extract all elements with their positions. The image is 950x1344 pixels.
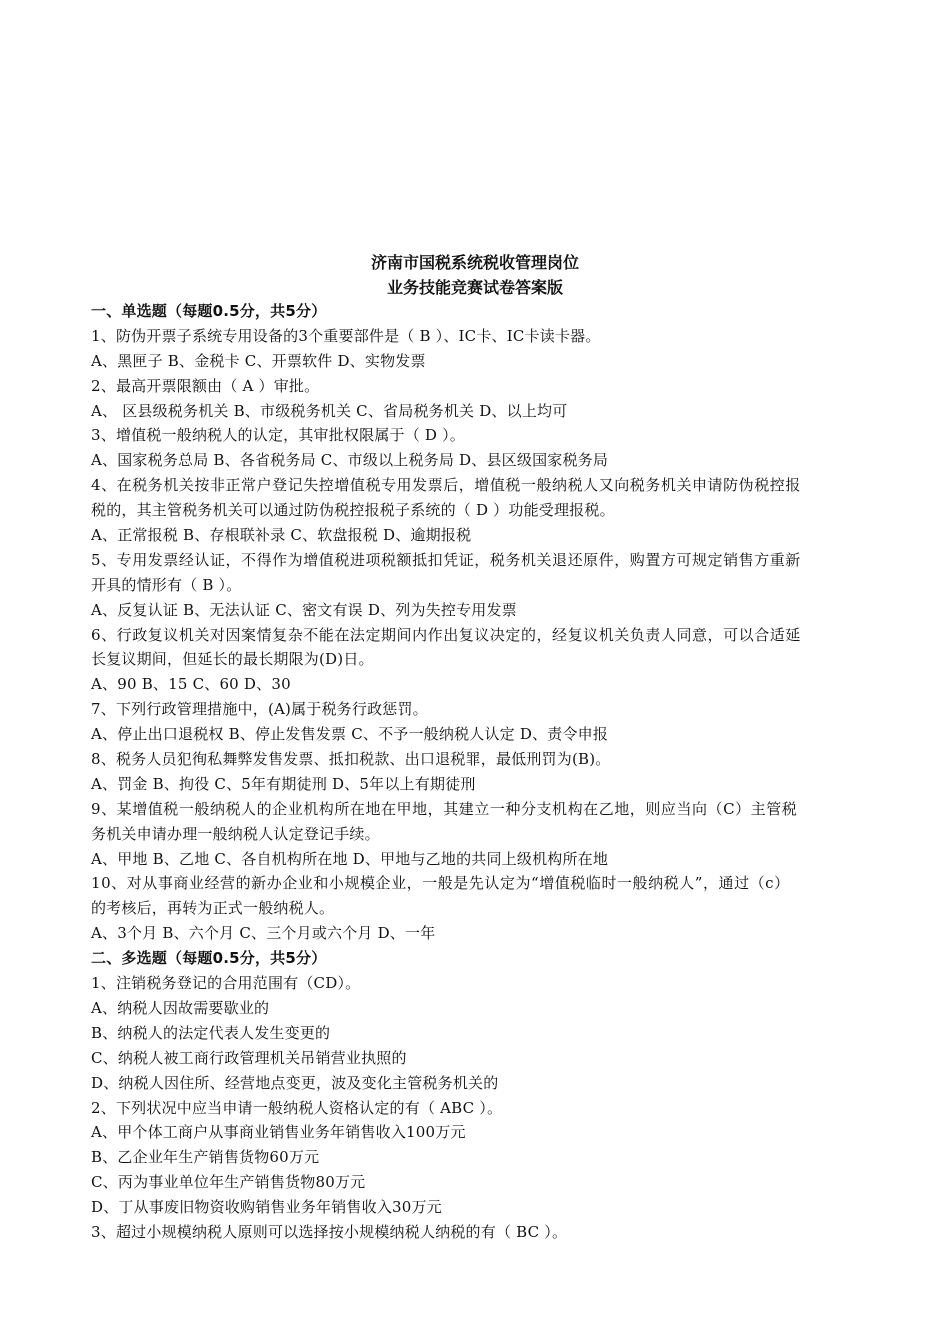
question-text-continued: 开具的情形有（ B ）。 bbox=[91, 575, 242, 594]
question-text: 4、在税务机关按非正常户登记失控增值税专用发票后，增值税一般纳税人又向税务机关申请防伪税控报 bbox=[91, 476, 801, 495]
answer-option: D、纳税人因住所、经营地点变更，波及变化主管税务机关的 bbox=[91, 1073, 499, 1092]
question-text-continued: 税的，其主管税务机关可以通过防伪税控报税子系统的（ D ）功能受理报税。 bbox=[91, 501, 615, 520]
question-text: 2、下列状况中应当申请一般纳税人资格认定的有（ ABC ）。 bbox=[91, 1098, 503, 1117]
answer-options: A、3个月 B、六个月 C、三个月或六个月 D、一年 bbox=[91, 924, 436, 943]
answer-option: A、纳税人因故需要歇业的 bbox=[91, 998, 270, 1017]
section-heading-single-choice: 一、单选题（每题0.5分，共5分） bbox=[91, 302, 327, 320]
answer-option: C、丙为事业单位年生产销售货物80万元 bbox=[91, 1173, 366, 1192]
section-heading-multiple-choice: 二、多选题（每题0.5分，共5分） bbox=[91, 949, 327, 968]
answer-options: A、90 B、15 C、60 D、30 bbox=[91, 675, 291, 694]
answer-options: A、罚金 B、拘役 C、5年有期徒刑 D、5年以上有期徒刑 bbox=[91, 774, 476, 793]
question-text: 10、对从事商业经营的新办企业和小规模企业，一般是先认定为“增值税临时一般纳税人”，通过（c） bbox=[91, 874, 790, 893]
answer-options: A、反复认证 B、无法认证 C、密文有误 D、列为失控专用发票 bbox=[91, 600, 517, 619]
answer-options: A、黑匣子 B、金税卡 C、开票软件 D、实物发票 bbox=[91, 351, 426, 370]
document-title: 济南市国税系统税收管理岗位 bbox=[370, 253, 579, 272]
question-text: 7、下列行政管理措施中，(A)属于税务行政惩罚。 bbox=[91, 700, 428, 719]
answer-options: A、正常报税 B、存根联补录 C、软盘报税 D、逾期报税 bbox=[91, 526, 472, 545]
document-body bbox=[91, 299, 866, 1245]
question-text: 6、行政复议机关对因案情复杂不能在法定期间内作出复议决定的，经复议机关负责人同意，可以合适延 bbox=[91, 625, 801, 644]
answer-option: B、纳税人的法定代表人发生变更的 bbox=[91, 1023, 331, 1042]
question-text: 2、最高开票限额由（ A ）审批。 bbox=[91, 376, 320, 395]
question-text-continued: 长复议期间，但延长的最长期限为(D)日。 bbox=[91, 650, 374, 669]
question-text-continued: 务机关申请办理一般纳税人认定登记手续。 bbox=[91, 824, 380, 843]
question-text: 3、超过小规模纳税人原则可以选择按小规模纳税人纳税的有（ BC ）。 bbox=[91, 1222, 568, 1241]
answer-option: B、乙企业年生产销售货物60万元 bbox=[91, 1148, 320, 1167]
answer-options: A、国家税务总局 B、各省税务局 C、市级以上税务局 D、县区级国家税务局 bbox=[91, 451, 609, 470]
question-text: 1、防伪开票子系统专用设备的3个重要部件是（ B ）、IC卡、IC卡读卡器。 bbox=[91, 326, 601, 345]
answer-options: A、 区县级税务机关 B、市级税务机关 C、省局税务机关 D、以上均可 bbox=[91, 401, 568, 420]
question-text: 5、专用发票经认证，不得作为增值税进项税额抵扣凭证，税务机关退还原件，购置方可规定销售方重新 bbox=[91, 550, 801, 569]
answer-option: A、甲个体工商户从事商业销售业务年销售收入100万元 bbox=[91, 1123, 466, 1142]
question-text: 1、注销税务登记的合用范围有（CD）。 bbox=[91, 974, 361, 993]
answer-options: A、甲地 B、乙地 C、各自机构所在地 D、甲地与乙地的共同上级机构所在地 bbox=[91, 849, 609, 868]
question-text: 9、某增值税一般纳税人的企业机构所在地在甲地，其建立一种分支机构在乙地，则应当向（C）主管税 bbox=[91, 799, 798, 818]
question-text: 3、增值税一般纳税人的认定，其审批权限属于（ D ）。 bbox=[91, 426, 466, 445]
answer-option: C、纳税人被工商行政管理机关吊销营业执照的 bbox=[91, 1048, 407, 1067]
answer-options: A、停止出口退税权 B、停止发售发票 C、不予一般纳税人认定 D、责令申报 bbox=[91, 725, 609, 744]
answer-option: D、丁从事废旧物资收购销售业务年销售收入30万元 bbox=[91, 1198, 442, 1217]
document-subtitle: 业务技能竞赛试卷答案版 bbox=[386, 278, 563, 297]
question-text: 8、税务人员犯徇私舞弊发售发票、抵扣税款、出口退税罪，最低刑罚为(B)。 bbox=[91, 750, 611, 769]
question-text-continued: 的考核后，再转为正式一般纳税人。 bbox=[91, 899, 335, 918]
